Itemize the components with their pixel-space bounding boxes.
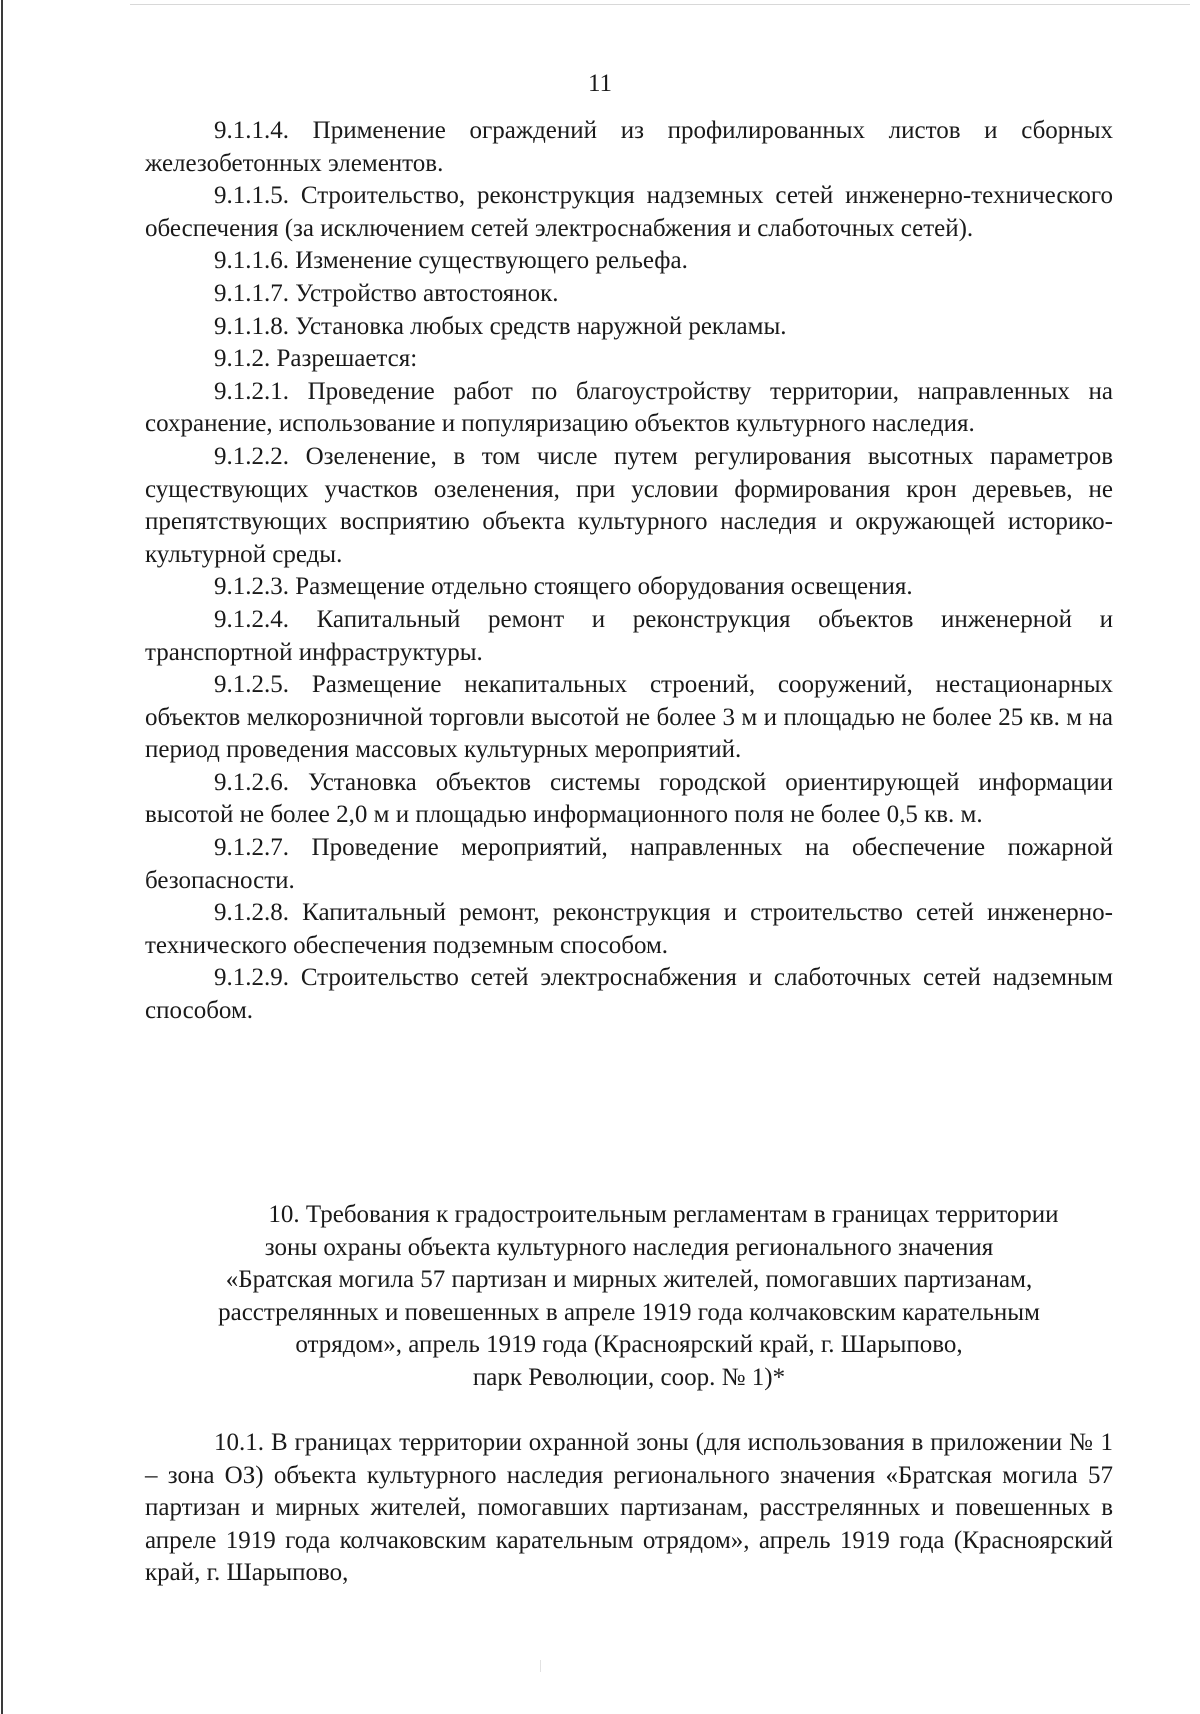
clause-9-1-1-5: 9.1.1.5. Строительство, реконструкция надземных сетей инженерно-технического обеспечения (за исключением сетей электроснабжения и слаботочных сетей). xyxy=(145,182,1113,242)
clause-9-1-1-4: 9.1.1.4. Применение ограждений из профилированных листов и сборных железобетонных элементов. xyxy=(145,117,1113,177)
clause-9-1-2-9: 9.1.2.9. Строительство сетей электроснабжения и слаботочных сетей надземным способом. xyxy=(145,964,1113,1025)
clause-9-1-2-3: 9.1.2.3. Размещение отдельно стоящего оборудования освещения. xyxy=(214,573,913,601)
section-10-heading-line: парк Революции, соор. № 1)* xyxy=(472,1363,786,1391)
section-10-heading-line: расстрелянных и повешенных в апреле 1919 года колчаковским карательным xyxy=(218,1298,1040,1326)
section-10-heading-line: отрядом», апрель 1919 года (Красноярский край, г. Шарыпово, xyxy=(295,1331,963,1359)
page-left-edge xyxy=(1,0,3,1714)
page-number: 11 xyxy=(587,70,613,97)
clause-9-1-2-7: 9.1.2.7. Проведение мероприятий, направленных на обеспечение пожарной безопасности. xyxy=(145,834,1113,894)
clause-9-1-2-4: 9.1.2.4. Капитальный ремонт и реконструкция объектов инженерной и транспортной инфраструктуры. xyxy=(145,605,1113,666)
section-10-heading xyxy=(145,1199,1113,1395)
clause-10-1: 10.1. В границах территории охранной зоны (для использования в приложении № 1 – зона ОЗ) объекта культурного наследия регионального значения «Братская могила 57 партизан и мирных жителей, помогавших партизанам, расстрелянных и повешенных в апреле 1919 года колчаковским карательным отрядом», апрель 1919 года (Красноярский край, г. Шарыпово, xyxy=(145,1429,1113,1587)
clause-list xyxy=(145,115,1113,1028)
clause-9-1-2-1: 9.1.2.1. Проведение работ по благоустройству территории, направленных на сохранение, использование и популяризацию объектов культурного наследия. xyxy=(145,377,1113,438)
section-10-heading-line: «Братская могила 57 партизан и мирных жителей, помогавших партизанам, xyxy=(225,1266,1033,1294)
clause-9-1-1-6: 9.1.1.6. Изменение существующего рельефа. xyxy=(214,247,688,275)
clause-9-1-2-6: 9.1.2.6. Установка объектов системы городской ориентирующей информации высотой не более 2,0 м и площадью информационного поля не более 0,5 кв. м. xyxy=(145,768,1113,829)
clause-9-1-2-8: 9.1.2.8. Капитальный ремонт, реконструкция и строительство сетей инженерно-технического обеспечения подземным способом. xyxy=(145,899,1113,959)
clause-9-1-2-2: 9.1.2.2. Озеленение, в том числе путем регулирования высотных параметров существующих участков озеленения, при условии формирования крон деревьев, не препятствующих восприятию объекта культурного наследия и окружающей историко-культурной среды. xyxy=(145,442,1113,568)
clause-9-1-1-7: 9.1.1.7. Устройство автостоянок. xyxy=(214,279,559,307)
section-10-heading-line: зоны охраны объекта культурного наследия регионального значения xyxy=(264,1233,994,1261)
scan-artifact xyxy=(540,1660,541,1672)
page-top-edge xyxy=(130,4,1190,5)
clause-9-1-2-5: 9.1.2.5. Размещение некапитальных строений, сооружений, нестационарных объектов мелкорозничной торговли высотой не более 3 м и площадью не более 25 кв. м на период проведения массовых культурных мероприятий. xyxy=(145,671,1113,764)
section-10-body xyxy=(145,1427,1113,1590)
clause-9-1-2: 9.1.2. Разрешается: xyxy=(214,345,418,373)
section-10-heading-line: 10. Требования к градостроительным регламентам в границах территории xyxy=(268,1201,1059,1228)
clause-9-1-1-8: 9.1.1.8. Установка любых средств наружной рекламы. xyxy=(214,312,787,340)
